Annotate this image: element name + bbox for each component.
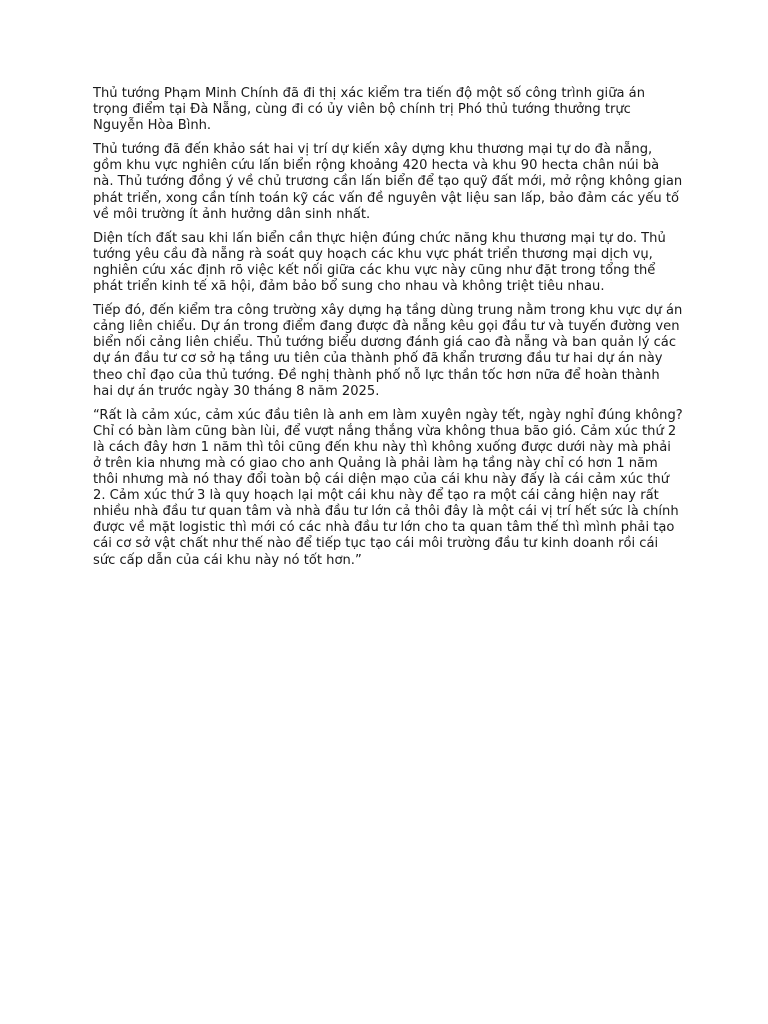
- paragraph-2: Thủ tướng đã đến khảo sát hai vị trí dự kiến xây dựng khu thương mại tự do đà nẵng, gồm khu vực nghiên cứu lấn biển rộng khoảng 420 hecta và khu 90 hecta chân núi bà nà. Thủ tướng đồng ý về chủ trương cần lấn biển để tạo quỹ đất mới, mở rộng không gian phát triển, xong cần tính toán kỹ các vấn đề nguyên vật liệu san lấp, bảo đảm các yếu tố về môi trường ít ảnh hưởng dân sinh nhất.: [93, 142, 683, 222]
- paragraph-5-quote: “Rất là cảm xúc, cảm xúc đầu tiên là anh em làm xuyên ngày tết, ngày nghỉ đúng không? Chỉ có bàn làm cũng bàn lùi, để vượt nắng thắng vừa không thua bão gió. Cảm xúc thứ 2 là cách đây hơn 1 năm thì tôi cũng đến khu này thì không xuống được dưới này mà phải ở trên kia nhưng mà có giao cho anh Quảng là phải làm hạ tầng này chỉ có hơn 1 năm thôi nhưng mà nó thay đổi toàn bộ cái diện mạo của cái khu này đấy là cái cảm xúc thứ 2. Cảm xúc thứ 3 là quy hoạch lại một cái khu này để tạo ra một cái cảng hiện nay rất nhiều nhà đầu tư quan tâm và nhà đầu tư lớn cả thôi đây là một cái vị trí hết sức là chính được về mặt logistic thì mới có các nhà đầu tư lớn cho ta quan tâm thế thì mình phải tạo cái cơ sở vật chất như thế nào để tiếp tục tạo cái môi trường đầu tư kinh doanh rồi cái sức cấp dẫn của cái khu này nó tốt hơn.”: [93, 407, 683, 568]
- paragraph-3: Diện tích đất sau khi lấn biển cần thực hiện đúng chức năng khu thương mại tự do. Thủ tướng yêu cầu đà nẵng rà soát quy hoạch các khu vực phát triển thương mại dịch vụ, nghiên cứu xác định rõ việc kết nối giữa các khu vực này cũng như đặt trong tổng thể phát triển kinh tế xã hội, đảm bảo bổ sung cho nhau và không triệt tiêu nhau.: [93, 230, 666, 295]
- paragraph-1: Thủ tướng Phạm Minh Chính đã đi thị xác kiểm tra tiến độ một số công trình giữa án trọng điểm tại Đà Nẵng, cùng đi có ủy viên bộ chính trị Phó thủ tướng thưởng trực Nguyễn Hòa Bình.: [93, 86, 645, 134]
- document-body: [93, 86, 683, 577]
- paragraph-4: Tiếp đó, đến kiểm tra công trường xây dựng hạ tầng dùng trung nằm trong khu vực dự án cảng liên chiểu. Dự án trong điểm đang được đà nẵng kêu gọi đầu tư và tuyến đường ven biển nối cảng liên chiểu. Thủ tướng biểu dương đánh giá cao đà nẵng và ban quản lý các dự án đầu tư cơ sở hạ tầng ưu tiên của thành phố đã khẩn trương đầu tư hai dự án này theo chỉ đạo của thủ tướng. Đề nghị thành phố nỗ lực thần tốc hơn nữa để hoàn thành hai dự án trước ngày 30 tháng 8 năm 2025.: [93, 303, 683, 399]
